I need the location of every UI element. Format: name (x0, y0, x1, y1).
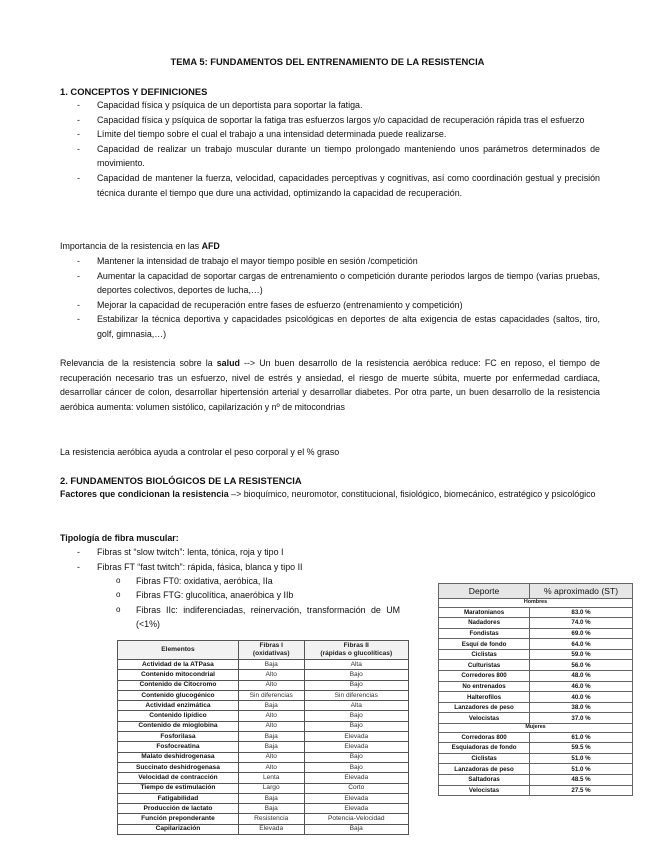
table-cell: 56.0 % (530, 660, 633, 671)
table-header-cell: Fibras II (rápidas o glucolíticas) (304, 641, 408, 660)
relevance-rest: --> Un buen desarrollo de la resistencia aeróbica reduce: FC en reposo, el tiempo de recuperación necesario tras un esfuerzo, nivel de estrés y ansiedad, el riesgo de muerte súbita, muerte por enfermedad cardiaca, desarrollar cáncer de colon, desarrollar hipertensión arterial y desarrollar diabetes. Por otra parte, un buen desarrollo de la resistencia aeróbica aumenta: volumen sistólico, capilarización y nº de mitocondrias (60, 358, 600, 412)
weight-paragraph: La resistencia aeróbica ayuda a controlar el peso corporal y el % graso (60, 447, 340, 457)
table-row (439, 681, 633, 692)
table-cell: 74.0 % (530, 618, 633, 629)
fiber-comparison-table (117, 640, 409, 835)
table-row (439, 618, 633, 629)
table-cell: Succinato deshidrogenasa (118, 762, 239, 772)
fiber-list (60, 545, 600, 574)
table-cell: Fosforilasa (118, 732, 239, 742)
table-cell: Esquí de fondo (439, 639, 530, 650)
table-cell: Baja (238, 660, 304, 670)
table-row (439, 660, 633, 671)
table-cell: Alto (238, 670, 304, 680)
table-cell: Bajo (304, 762, 408, 772)
table-row (439, 753, 633, 764)
table-cell: Corto (304, 783, 408, 793)
table-row (118, 660, 409, 670)
table-cell: Alto (238, 721, 304, 731)
table-section-row (439, 724, 633, 733)
table-cell: Alto (238, 752, 304, 762)
table-cell: 59.5 % (530, 743, 633, 754)
table-row (118, 732, 409, 742)
table-cell: Lenta (238, 773, 304, 783)
table-cell: Baja (304, 824, 408, 834)
table-cell: Fondistas (439, 628, 530, 639)
table-cell: Contenido mitocondrial (118, 670, 239, 680)
list-item: - Capacidad de mantener la fuerza, velocidad, capacidades perceptivas y cognitivas, así como coordinación gestual y precisión técnica durante el tiempo que dure una actividad, optimizando la capacidad de recuperación. (60, 171, 600, 200)
table-cell: Alta (304, 660, 408, 670)
table-row (118, 814, 409, 824)
table-cell: Baja (238, 701, 304, 711)
table-cell: No entrenados (439, 681, 530, 692)
list-item: o Fibras IIc: indiferenciadas, reinervación, transformación de UM (<1%) (100, 603, 400, 632)
table-row (118, 773, 409, 783)
table-cell: 27.5 % (530, 785, 633, 796)
table-row (439, 774, 633, 785)
table-cell: 51.0 % (530, 753, 633, 764)
list-item: - Capacidad física y psíquica de soportar la fatiga tras esfuerzos largos y/o capacidad de recuperación rápida tras el esfuerzo (60, 113, 600, 128)
table-cell: Fatigabilidad (118, 793, 239, 803)
table-cell: Corredoras 800 (439, 732, 530, 743)
table-cell: 59.0 % (530, 649, 633, 660)
list-item: - Capacidad de realizar un trabajo muscular durante un tiempo prolongado manteniendo unos parámetros determinados de movimiento. (60, 142, 600, 171)
factors-rest: –> bioquímico, neuromotor, constitucional, fisiológico, biomecánico, estratégico y psicológico (228, 489, 596, 499)
table-header-cell: % aproximado (ST) (530, 584, 633, 599)
table-header-row (439, 584, 633, 599)
table-cell: 48.5 % (530, 774, 633, 785)
table-cell: Bajo (304, 680, 408, 690)
table-row (439, 732, 633, 743)
table-cell: Baja (238, 804, 304, 814)
table-cell: Culturistas (439, 660, 530, 671)
table-row (439, 702, 633, 713)
list-item: - Capacidad física y psíquica de un deportista para soportar la fatiga. (60, 98, 600, 113)
table-cell: Bajo (304, 670, 408, 680)
table-cell: Alta (304, 701, 408, 711)
table-row (118, 804, 409, 814)
table-cell: Alto (238, 711, 304, 721)
factors-bold: Factores que condicionan la resistencia (60, 489, 229, 499)
table-row (118, 711, 409, 721)
table-cell: 48.0 % (530, 671, 633, 682)
table-cell: Elevada (304, 804, 408, 814)
importance-lead-text: Importancia de la resistencia en las (60, 241, 202, 251)
table-cell: Potencia-Velocidad (304, 814, 408, 824)
table-header-cell: Elementos (118, 641, 239, 660)
table-cell: Corredores 800 (439, 671, 530, 682)
table-cell: Velocistas (439, 713, 530, 724)
table-row (439, 785, 633, 796)
importance-lead (60, 239, 600, 254)
table-cell: Ciclistas (439, 753, 530, 764)
table-header-cell: Fibras I (oxidativas) (238, 641, 304, 660)
table-section-label: Mujeres (439, 724, 633, 733)
table-row (439, 743, 633, 754)
table-row (118, 721, 409, 731)
table-cell: Ciclistas (439, 649, 530, 660)
table-cell: Contenido glucogénico (118, 690, 239, 700)
health-relevance-paragraph (60, 356, 600, 414)
table-row (118, 701, 409, 711)
section-2-heading: 2. FUNDAMENTOS BIOLÓGICOS DE LA RESISTENCIA (60, 475, 302, 486)
table-cell: Actividad enzimática (118, 701, 239, 711)
table-cell: Producción de lactato (118, 804, 239, 814)
table-cell: Maratonianos (439, 607, 530, 618)
table-cell: Tiempo de estimulación (118, 783, 239, 793)
table-cell: Esquiadoras de fondo (439, 743, 530, 754)
table-row (439, 713, 633, 724)
table-cell: Alto (238, 680, 304, 690)
table-cell: Baja (238, 732, 304, 742)
table-cell: Sin diferencias (304, 690, 408, 700)
table-cell: Resistencia (238, 814, 304, 824)
list-item: - Fibras FT “fast twitch”: rápida, fásica, blanca y tipo II (60, 560, 600, 575)
list-item: - Mejorar la capacidad de recuperación entre fases de esfuerzo (entrenamiento y competición) (60, 298, 600, 313)
table-row (118, 752, 409, 762)
fiber-typology-heading: Tipología de fibra muscular: (60, 533, 179, 543)
table-row (439, 649, 633, 660)
list-item: - Mantener la intensidad de trabajo el mayor tiempo posible en sesión /competición (60, 254, 600, 269)
list-item: - Fibras st “slow twitch”: lenta, tónica, roja y tipo I (60, 545, 600, 560)
table-cell: 64.0 % (530, 639, 633, 650)
table-cell: Fosfocreatina (118, 742, 239, 752)
table-row (439, 764, 633, 775)
list-item: - Estabilizar la técnica deportiva y capacidades psicológicas en deportes de alta exigencia de estas capacidades (saltos, tiro, golf, gimnasia,…) (60, 312, 600, 341)
list-item: o Fibras FT0: oxidativa, aeróbica, IIa (100, 574, 400, 588)
table-cell: 46.0 % (530, 681, 633, 692)
list-item: - Aumentar la capacidad de soportar cargas de entrenamiento o competición durante periodos largos de tiempo (varias pruebas, deportes colectivos, deportes de lucha,…) (60, 269, 600, 298)
table-cell: Bajo (304, 752, 408, 762)
table-row (118, 783, 409, 793)
table-cell: Velocidad de contracción (118, 773, 239, 783)
table-cell: Bajo (304, 711, 408, 721)
definitions-list (60, 98, 600, 200)
table-cell: Capilarización (118, 824, 239, 834)
table-row (118, 690, 409, 700)
importance-lead-bold: AFD (201, 241, 220, 251)
section-1-heading: 1. CONCEPTOS Y DEFINICIONES (60, 86, 208, 97)
table-header-row (118, 641, 409, 660)
table-cell: 69.0 % (530, 628, 633, 639)
table-section-label: Hombres (439, 599, 633, 608)
table-cell: Malato deshidrogenasa (118, 752, 239, 762)
importance-list (60, 254, 600, 342)
table-cell: Elevada (304, 793, 408, 803)
factors-paragraph (60, 487, 600, 502)
table-cell: 83.0 % (530, 607, 633, 618)
table-cell: Saltadoras (439, 774, 530, 785)
table-section-row (439, 599, 633, 608)
sport-st-percentage-table (438, 583, 633, 796)
fiber-sublist (100, 574, 400, 632)
table-cell: Alto (238, 762, 304, 772)
table-cell: 38.0 % (530, 702, 633, 713)
table-cell: Actividad de la ATPasa (118, 660, 239, 670)
table-cell: Halterofilos (439, 692, 530, 703)
table-cell: Baja (238, 742, 304, 752)
table-row (118, 670, 409, 680)
table-cell: 40.0 % (530, 692, 633, 703)
table-cell: Nadadores (439, 618, 530, 629)
table-row (118, 793, 409, 803)
table-cell: Lanzadores de peso (439, 702, 530, 713)
table-row (439, 639, 633, 650)
table-cell: Sin diferencias (238, 690, 304, 700)
table-row (118, 824, 409, 834)
list-item: - Límite del tiempo sobre el cual el trabajo a una intensidad determinada puede realizarse. (60, 127, 600, 142)
table-row (118, 762, 409, 772)
relevance-lead: Relevancia de la resistencia sobre la (60, 358, 217, 368)
table-cell: Función preponderante (118, 814, 239, 824)
table-cell: 37.0 % (530, 713, 633, 724)
table-row (439, 692, 633, 703)
table-cell: Contenido de mioglobina (118, 721, 239, 731)
table-cell: Elevada (304, 773, 408, 783)
table-cell: Lanzadoras de peso (439, 764, 530, 775)
table-cell: Contenido de Citocromo (118, 680, 239, 690)
table-cell: 51.0 % (530, 764, 633, 775)
table-cell: Largo (238, 783, 304, 793)
table-header-cell: Deporte (439, 584, 530, 599)
list-item: o Fibras FTG: glucolítica, anaeróbica y IIb (100, 588, 400, 602)
table-row (439, 607, 633, 618)
table-cell: Baja (238, 793, 304, 803)
table-row (118, 680, 409, 690)
table-cell: Contenido lipídico (118, 711, 239, 721)
table-cell: Bajo (304, 721, 408, 731)
table-cell: Elevada (238, 824, 304, 834)
relevance-bold: salud (216, 358, 240, 368)
table-row (439, 671, 633, 682)
table-cell: 61.0 % (530, 732, 633, 743)
table-cell: Elevada (304, 732, 408, 742)
table-cell: Elevada (304, 742, 408, 752)
table-cell: Velocistas (439, 785, 530, 796)
table-row (118, 742, 409, 752)
page-title: TEMA 5: FUNDAMENTOS DEL ENTRENAMIENTO DE LA RESISTENCIA (170, 56, 485, 67)
table-row (439, 628, 633, 639)
